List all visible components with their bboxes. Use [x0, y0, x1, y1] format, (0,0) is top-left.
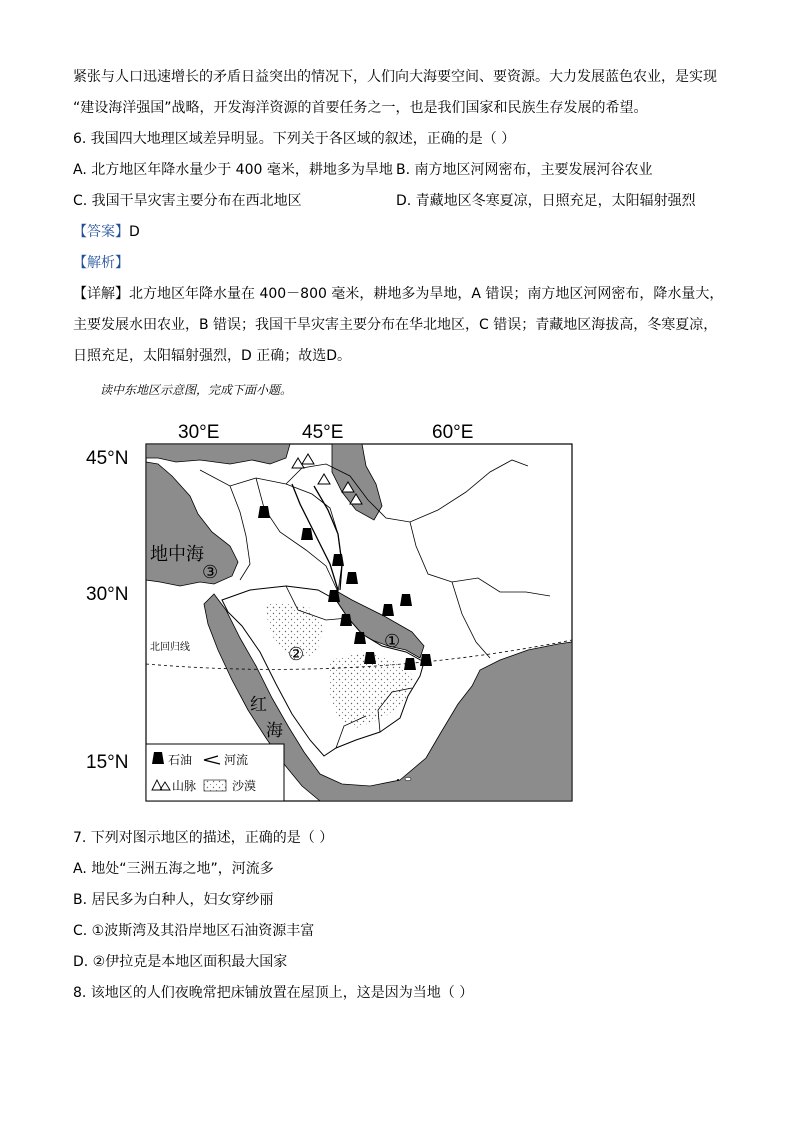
legend-desert: 沙漠	[232, 779, 257, 793]
map-caption: 读中东地区示意图，完成下面小题。	[100, 383, 293, 397]
lat-label-15n: 15°N	[86, 752, 129, 773]
legend-mountain: 山脉	[172, 779, 197, 793]
legend-oil: 石油	[168, 753, 193, 767]
q6-option-c: C. 我国干旱灾害主要分布在西北地区	[73, 193, 302, 209]
intro-line-2: “建设海洋强国”战略，开发海洋资源的首要任务之一，也是我们国家和民族生存发展的希望。	[73, 100, 648, 116]
analysis-tag: 【解析】	[73, 255, 129, 271]
q6-option-b: B. 南方地区河网密布，主要发展河谷农业	[396, 162, 653, 178]
map-legend	[146, 744, 284, 801]
marker-3: ③	[202, 562, 219, 582]
intro-line-1: 紧张与人口迅速增长的矛盾日益突出的情况下，人们向大海要空间、要资源。大力发展蓝色农业，是实现	[73, 69, 717, 85]
marker-2: ②	[288, 644, 305, 664]
detail-text-1: 北方地区年降水量在 400－800 毫米，耕地多为旱地，A 错误；南方地区河网密布，降水量大，	[129, 286, 724, 302]
mediterranean-label: 地中海	[150, 544, 204, 564]
red-sea-label-1: 红	[250, 695, 267, 714]
q6-detail-line-2: 主要发展水田农业，B 错误；我国干旱灾害主要分布在华北地区，C 错误；青藏地区海拔高，冬寒夏凉，	[73, 317, 718, 333]
lon-label-30e: 30°E	[178, 422, 220, 443]
q6-option-a: A. 北方地区年降水量少于 400 毫米，耕地多为旱地	[73, 162, 393, 178]
desert-legend-icon	[204, 780, 226, 791]
lat-label-45n: 45°N	[86, 448, 129, 469]
oil-legend-icon	[152, 752, 164, 764]
red-sea-label-2: 海	[266, 721, 283, 740]
tropic-label: 北回归线	[150, 642, 190, 653]
marker-1: ①	[384, 631, 401, 651]
q6-detail-line-3: 日照充足，太阳辐射强烈，D 正确；故选D。	[73, 348, 352, 364]
lon-label-60e: 60°E	[432, 422, 474, 443]
middle-east-map	[80, 414, 580, 806]
q7-option-d: D. ②伊拉克是本地区面积最大国家	[73, 954, 288, 970]
q6-answer-line	[73, 223, 140, 241]
lon-label-45e: 45°E	[302, 422, 344, 443]
q6-stem: 6. 我国四大地理区域差异明显。下列关于各区域的叙述，正确的是（ ）	[73, 131, 516, 147]
legend-river: 河流	[224, 753, 249, 767]
q6-option-d: D. 青藏地区冬寒夏凉，日照充足，太阳辐射强烈	[396, 193, 696, 209]
detail-tag: 【详解】	[73, 286, 129, 302]
q7-option-b: B. 居民多为白种人，妇女穿纱丽	[73, 892, 274, 908]
q7-option-a: A. 地处“三洲五海之地”，河流多	[73, 861, 274, 877]
q6-detail-line-1	[73, 285, 723, 303]
answer-value: D	[129, 224, 140, 240]
q8-stem: 8. 该地区的人们夜晚常把床铺放置在屋顶上，这是因为当地（ ）	[73, 985, 474, 1001]
q7-stem: 7. 下列对图示地区的描述，正确的是（ ）	[73, 830, 334, 846]
lat-label-30n: 30°N	[86, 584, 129, 605]
answer-tag: 【答案】	[73, 224, 129, 240]
q7-option-c: C. ①波斯湾及其沿岸地区石油资源丰富	[73, 923, 315, 939]
map-svg	[80, 414, 580, 806]
